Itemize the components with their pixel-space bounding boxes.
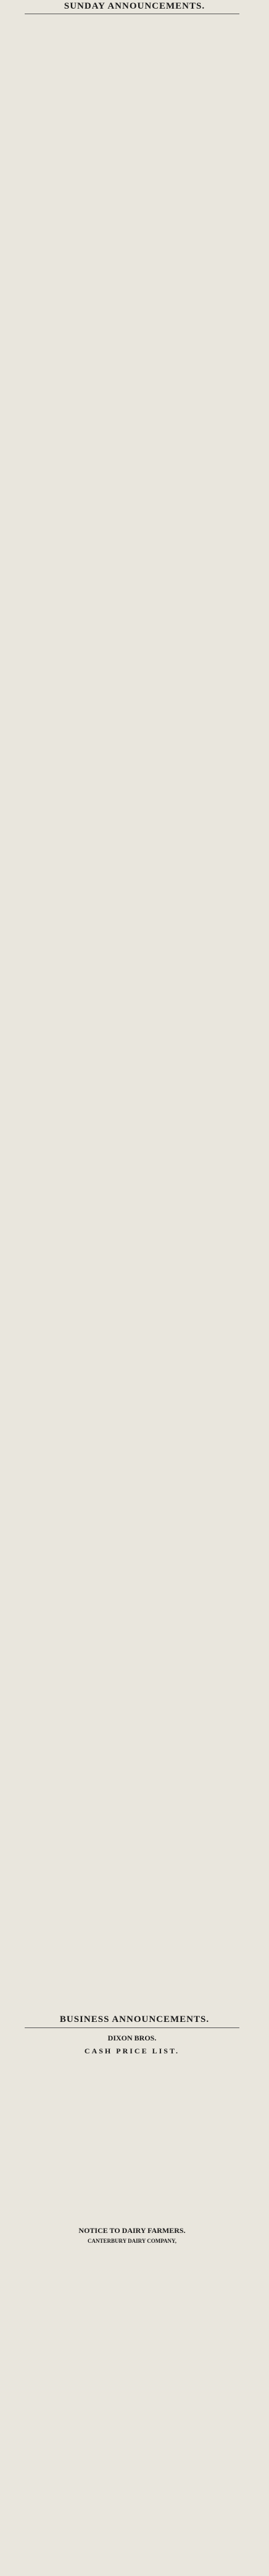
ship-sauce-advert [25,2517,239,2521]
section-heading-sunday: SUNDAY ANNOUNCEMENTS. [64,1,205,11]
company-name: CANTERBURY DAIRY COMPANY, [88,2238,176,2244]
advert-title: DIXON BROS. [107,2034,157,2042]
section-heading-business: BUSINESS ANNOUNCEMENTS. [59,2015,210,2024]
dixon-bros-advert [25,2035,239,2061]
divider [25,2027,239,2028]
advert-title: NOTICE TO DAIRY FARMERS. [78,2226,186,2235]
price-list-heading: CASH PRICE LIST. [84,2047,180,2055]
dairy-advert [25,2227,239,2245]
